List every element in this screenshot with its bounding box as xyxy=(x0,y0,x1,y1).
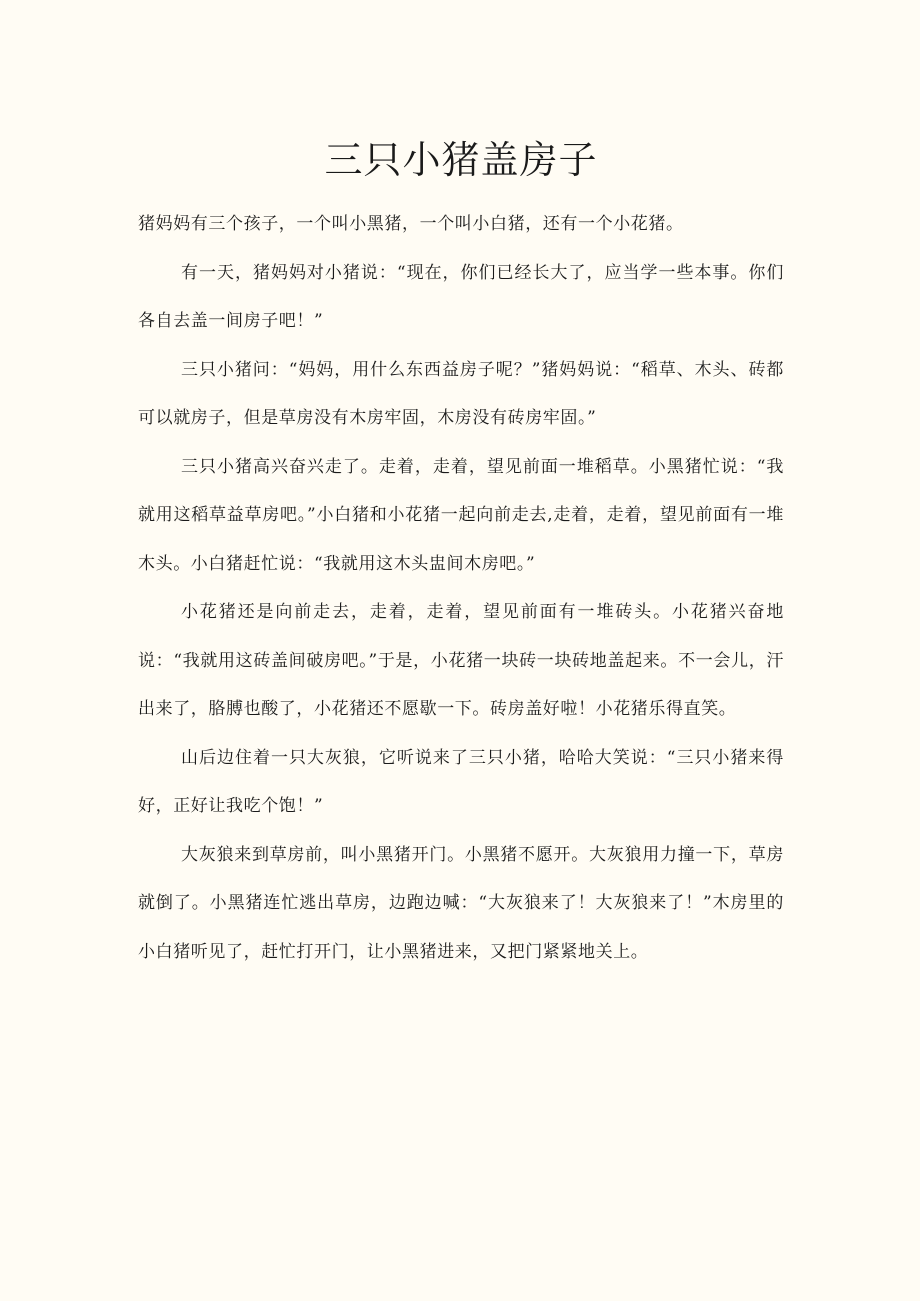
paragraph-6: 山后边住着一只大灰狼，它听说来了三只小猪，哈哈大笑说：“三只小猪来得好，正好让我吃个饱！” xyxy=(138,747,784,816)
paragraph-2: 有一天，猪妈妈对小猪说：“现在，你们已经长大了，应当学一些本事。你们各自去盖一间房子吧！” xyxy=(138,262,784,331)
paragraph-1: 猪妈妈有三个孩子，一个叫小黑猪，一个叫小白猪，还有一个小花猪。 xyxy=(138,214,684,234)
paragraph-4: 三只小猪高兴奋兴走了。走着，走着，望见前面一堆稻草。小黑猪忙说：“我就用这稻草益草房吧。”小白猪和小花猪一起向前走去,走着，走着，望见前面有一堆木头。小白猪赶忙说：“我就用这木头盅间木房吧。” xyxy=(138,456,784,574)
document-title: 三只小猪盖房子 xyxy=(324,138,598,182)
paragraph-3: 三只小猪问：“妈妈，用什么东西益房子呢？”猪妈妈说：“稻草、木头、砖都可以就房子，但是草房没有木房牢固，木房没有砖房牢固。” xyxy=(138,359,784,428)
paragraph-7: 大灰狼来到草房前，叫小黑猪开门。小黑猪不愿开。大灰狼用力撞一下，草房就倒了。小黑猪连忙逃出草房，边跑边喊：“大灰狼来了！大灰狼来了！”木房里的小白猪听见了，赶忙打开门，让小黑猪进来，又把门紧紧地关上。 xyxy=(138,844,784,962)
paragraph-5: 小花猪还是向前走去，走着，走着，望见前面有一堆砖头。小花猪兴奋地说：“我就用这砖盖间破房吧。”于是，小花猪一块砖一块砖地盖起来。不一会儿，汗出来了，胳膊也酸了，小花猪还不愿歇一下。砖房盖好啦！小花猪乐得直笑。 xyxy=(138,602,784,719)
document-page xyxy=(138,130,784,976)
